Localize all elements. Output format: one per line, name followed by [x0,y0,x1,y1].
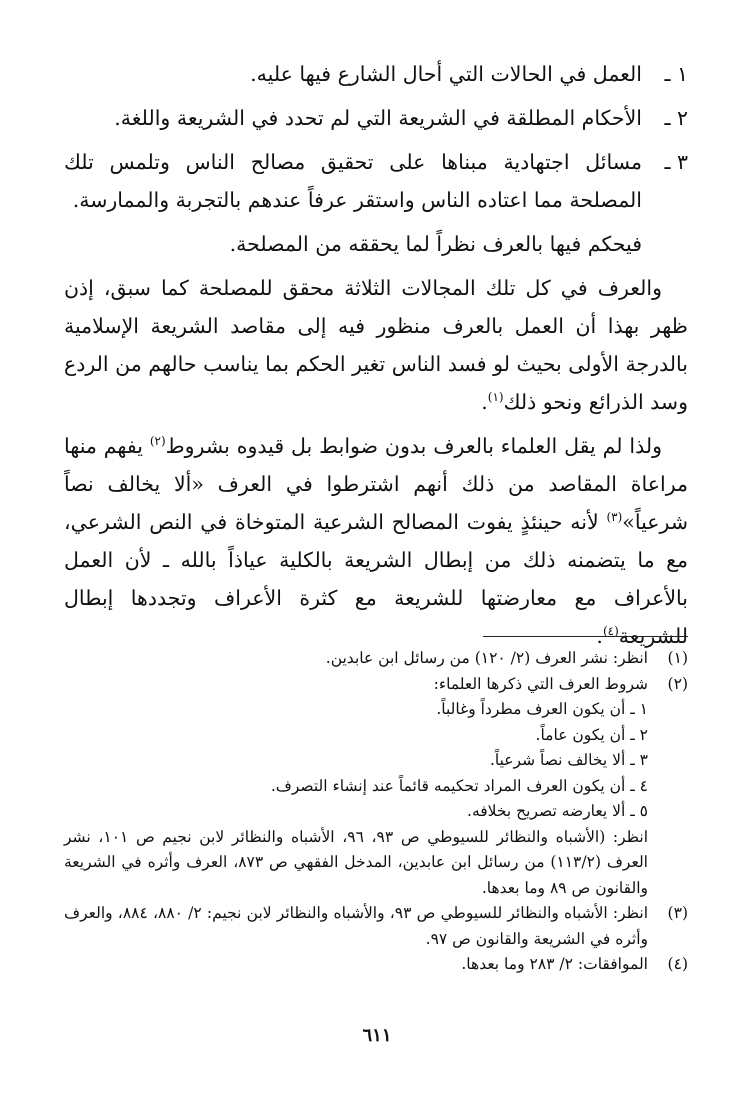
item-text: الأحكام المطلقة في الشريعة التي لم تحدد في الشريعة واللغة. [114,106,642,130]
footnote-condition: ١ ـ أن يكون العرف مطرداً وغالباً. [436,700,648,718]
footnote-number: (١) [667,649,688,667]
main-text [64,55,688,661]
footnote-text: انظر: نشر العرف (٢/ ١٢٠) من رسائل ابن عابدين. [325,649,648,667]
footnote-divider [483,636,688,637]
list-item [64,99,688,137]
footnote-condition: ٢ ـ أن يكون عاماً. [535,725,648,744]
list-item [64,55,688,93]
footnote-reference: انظر: (الأشباه والنظائر للسيوطي ص ٩٣، ٩٦، الأشباه والنظائر لابن نجيم ص ١٠١، نشر العرف (١١٣/٢) من رسائل ابن عابدين، المدخل الفقهي ص ٨٧٣، العرف وأثره في الشريعة والقانون ص ٨٩ وما بعدها. [64,827,649,897]
item-text: مسائل اجتهادية مبناها على تحقيق مصالح الناس وتلمس تلك المصلحة مما اعتاده الناس واستقر عرفاً عندهم بالتجربة والممارسة. [64,150,642,212]
footnote-condition: ٥ ـ ألا يعارضه تصريح بخلافه. [467,802,648,820]
footnote-number: (٢) [667,674,688,693]
footnote-ref[interactable]: (٤) [602,624,619,639]
footnote [64,901,688,952]
footnote-text: انظر: الأشباه والنظائر للسيوطي ص ٩٣، والأشباه والنظائر لابن نجيم: ٢/ ٨٨٠، ٨٨٤، والعرف وأثره في الشريعة والقانون ص ٩٧. [64,904,649,948]
paragraph-maqasid: والعرف في كل تلك المجالات الثلاثة محقق للمصلحة كما سبق، إذن ظهر بهذا أن العمل بالعرف منظور فيه إلى مقاصد الشريعة الإسلامية بالدرجة الأولى بحيث لو فسد الناس تغير الحكم بما يناسب حالهم من الردع وسد الذرائع ونحو ذلك$^{(١)}$. [64,276,688,414]
footnote-number: (٣) [667,904,688,922]
item-number: ١ ـ [664,62,688,86]
paragraph-text: ولذا لم يقل العلماء بالعرف بدون ضوابط بل قيدوه بشروط [165,434,662,458]
item-number: ٣ ـ [664,150,688,174]
footnote-ref[interactable]: (٢) [149,434,166,449]
footnote-ref[interactable]: (١) [487,390,504,405]
footnote [64,672,688,698]
paragraph-text: لأنه حينئذٍ يفوت المصالح الشرعية المتوخاة في النص الشرعي، مع ما يتضمنه ذلك من إبطال الشريعة بالكلية عياذاً بالله ـ لأن العمل بالأعراف مع معارضتها للشريعة مع كثرة الأعراف وتجددها إبطال للشريعة [64,510,688,648]
footnote-text: شروط العرف التي ذكرها العلماء: [433,674,648,693]
item-text: العمل في الحالات التي أحال الشارع فيها عليه. [250,62,642,86]
footnotes [64,646,688,978]
item-number: ٢ ـ [664,106,688,130]
footnote-number: (٤) [667,955,688,973]
conclusion-paragraph: فيحكم فيها بالعرف نظراً لما يحققه من المصلحة. [229,232,642,256]
footnote-ref[interactable]: (٣) [606,510,623,525]
footnote-text: الموافقات: ٢/ ٢٨٣ وما بعدها. [461,955,648,973]
list-item [64,143,688,219]
footnote [64,952,688,978]
paragraph-text: والعرف في كل تلك المجالات الثلاثة محقق للمصلحة كما سبق، إذن ظهر بهذا أن العمل بالعرف منظور فيه إلى مقاصد الشريعة الإسلامية بالدرجة الأولى بحيث لو فسد الناس تغير الحكم بما يناسب حالهم من الردع وسد الذرائع ونحو ذلك [64,276,688,414]
paragraph-text: يفهم منها مراعاة المقاصد من ذلك أنهم اشترطوا في العرف «ألا يخالف نصاً شرعياً» [64,434,688,534]
paragraph-conditions: ولذا لم يقل العلماء بالعرف بدون ضوابط بل قيدوه بشروط$^{(٢)}$ يفهم منها مراعاة المقاصد من ذلك أنهم اشترطوا في العرف «ألا يخالف نصاً شرعياً»$^{(٣)}$ لأنه حينئذٍ يفوت المصالح الشرعية المتوخاة في النص الشرعي، مع ما يتضمنه ذلك من إبطال الشريعة بالكلية عياذاً بالله ـ لأن العمل بالأعراف مع معارضتها للشريعة مع كثرة الأعراف وتجددها إبطال للشريعة$^{(٤)}$. [64,434,688,648]
page-number: ٦١١ [362,1025,392,1046]
footnote-condition: ٤ ـ أن يكون العرف المراد تحكيمه قائماً عند إنشاء التصرف. [270,776,648,795]
footnote [64,646,688,672]
footnote-condition: ٣ ـ ألا يخالف نصاً شرعياً. [489,751,648,769]
